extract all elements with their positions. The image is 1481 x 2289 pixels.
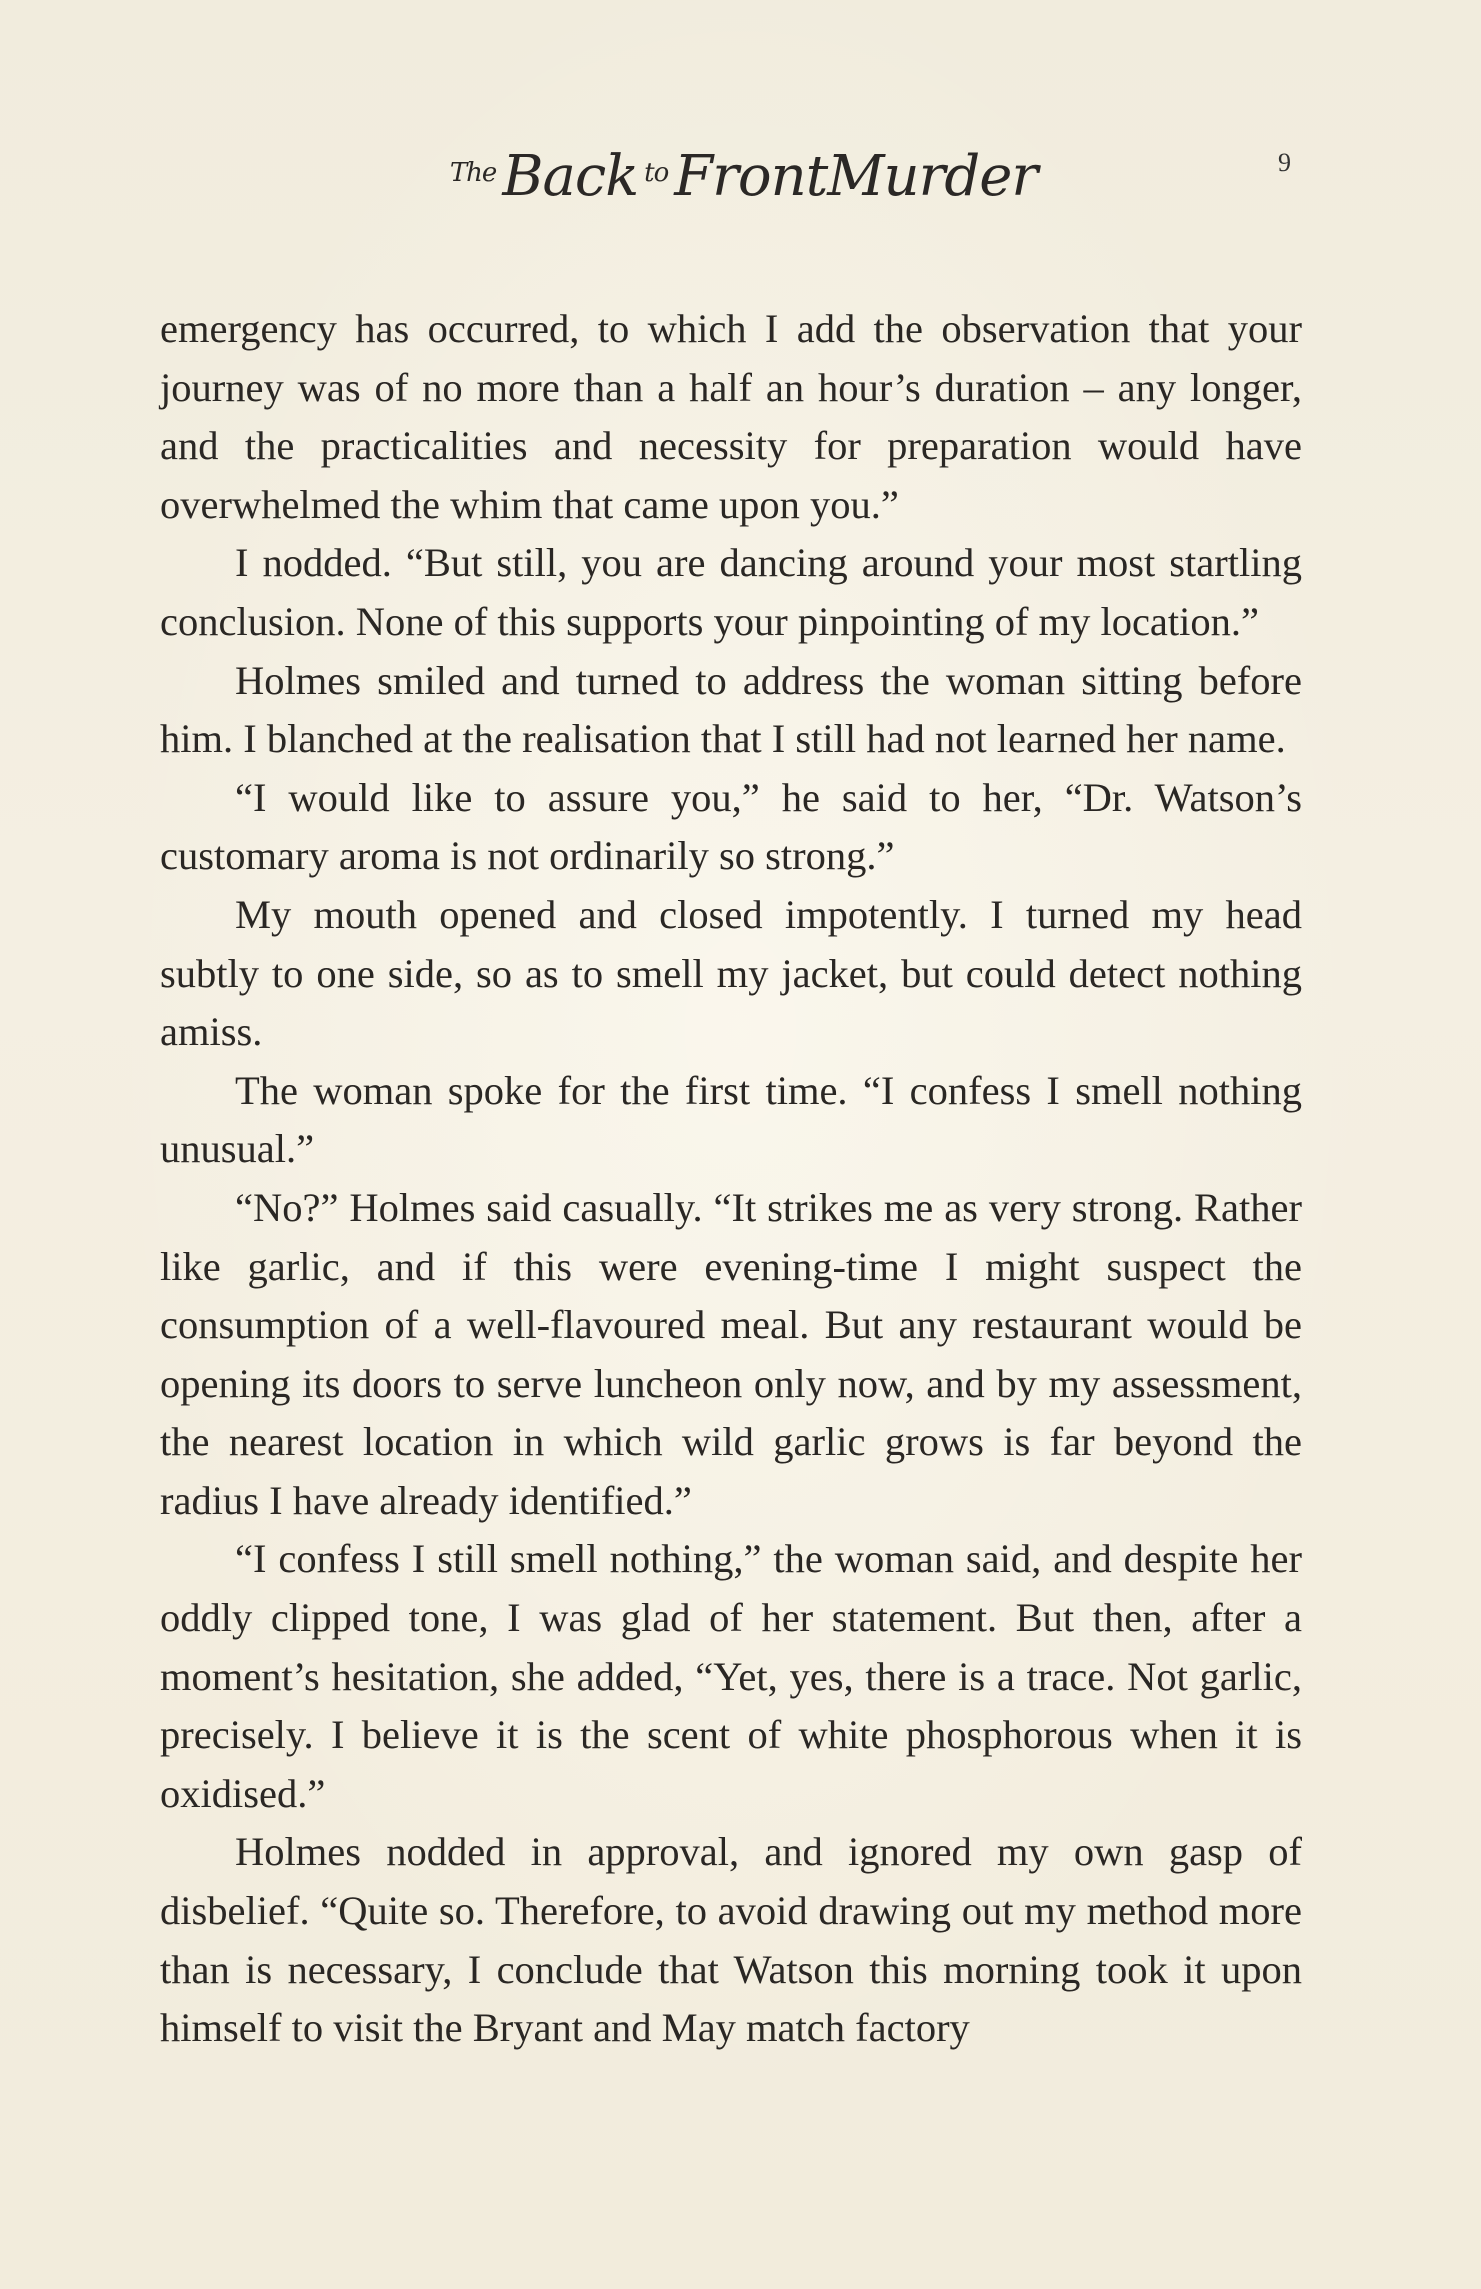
- paragraph: I nodded. “But still, you are dancing around your most startling conclusion. None of this supports your pinpointing of my location.”: [160, 540, 1302, 644]
- title-to: to: [644, 158, 669, 188]
- running-head-title: [0, 138, 1481, 212]
- paragraph: “I confess I still smell nothing,” the woman said, and despite her oddly clipped tone, I was glad of her statement. But then, after a moment’s hesitation, she added, “Yet, yes, there is a trace. Not garlic, precisely. I believe it is the scent of white phosphorous when it is oxidised.”: [160, 1536, 1302, 1816]
- body-text: [160, 300, 1302, 2058]
- page-number: 9: [1278, 148, 1291, 177]
- paragraph: emergency has occurred, to which I add the observation that your journey was of no more than a half an hour’s duration – any longer, and the practicalities and necessity for preparation would have overwhelmed the whim that came upon you.”: [160, 306, 1302, 527]
- title-front: Front: [674, 144, 828, 209]
- paragraph: “No?” Holmes said casually. “It strikes me as very strong. Rather like garlic, and if this were evening-time I might suspect the consumption of a well-flavoured meal. But any restaurant would be opening its doors to serve luncheon only now, and by my assessment, the nearest location in which wild garlic grows is far beyond the radius I have already identified.”: [160, 1184, 1302, 1523]
- title-murder: Murder: [827, 144, 1038, 209]
- paragraph: Holmes smiled and turned to address the woman sitting before him. I blanched at the realisation that I still had not learned her name.: [160, 657, 1302, 762]
- paragraph: Holmes nodded in approval, and ignored my own gasp of disbelief. “Quite so. Therefore, to avoid drawing out my method more than is necessary, I conclude that Watson this morning took it upon himself to visit the Bryant and May match factory: [160, 1829, 1302, 2051]
- paragraph: The woman spoke for the first time. “I confess I smell nothing unusual.”: [160, 1067, 1302, 1172]
- title-the: The: [449, 158, 497, 188]
- title-back: Back: [502, 144, 639, 209]
- paragraph: My mouth opened and closed impotently. I turned my head subtly to one side, so as to smell my jacket, but could detect nothing amiss.: [160, 891, 1302, 1055]
- paragraph: “I would like to assure you,” he said to her, “Dr. Watson’s customary aroma is not ordinarily so strong.”: [160, 774, 1302, 879]
